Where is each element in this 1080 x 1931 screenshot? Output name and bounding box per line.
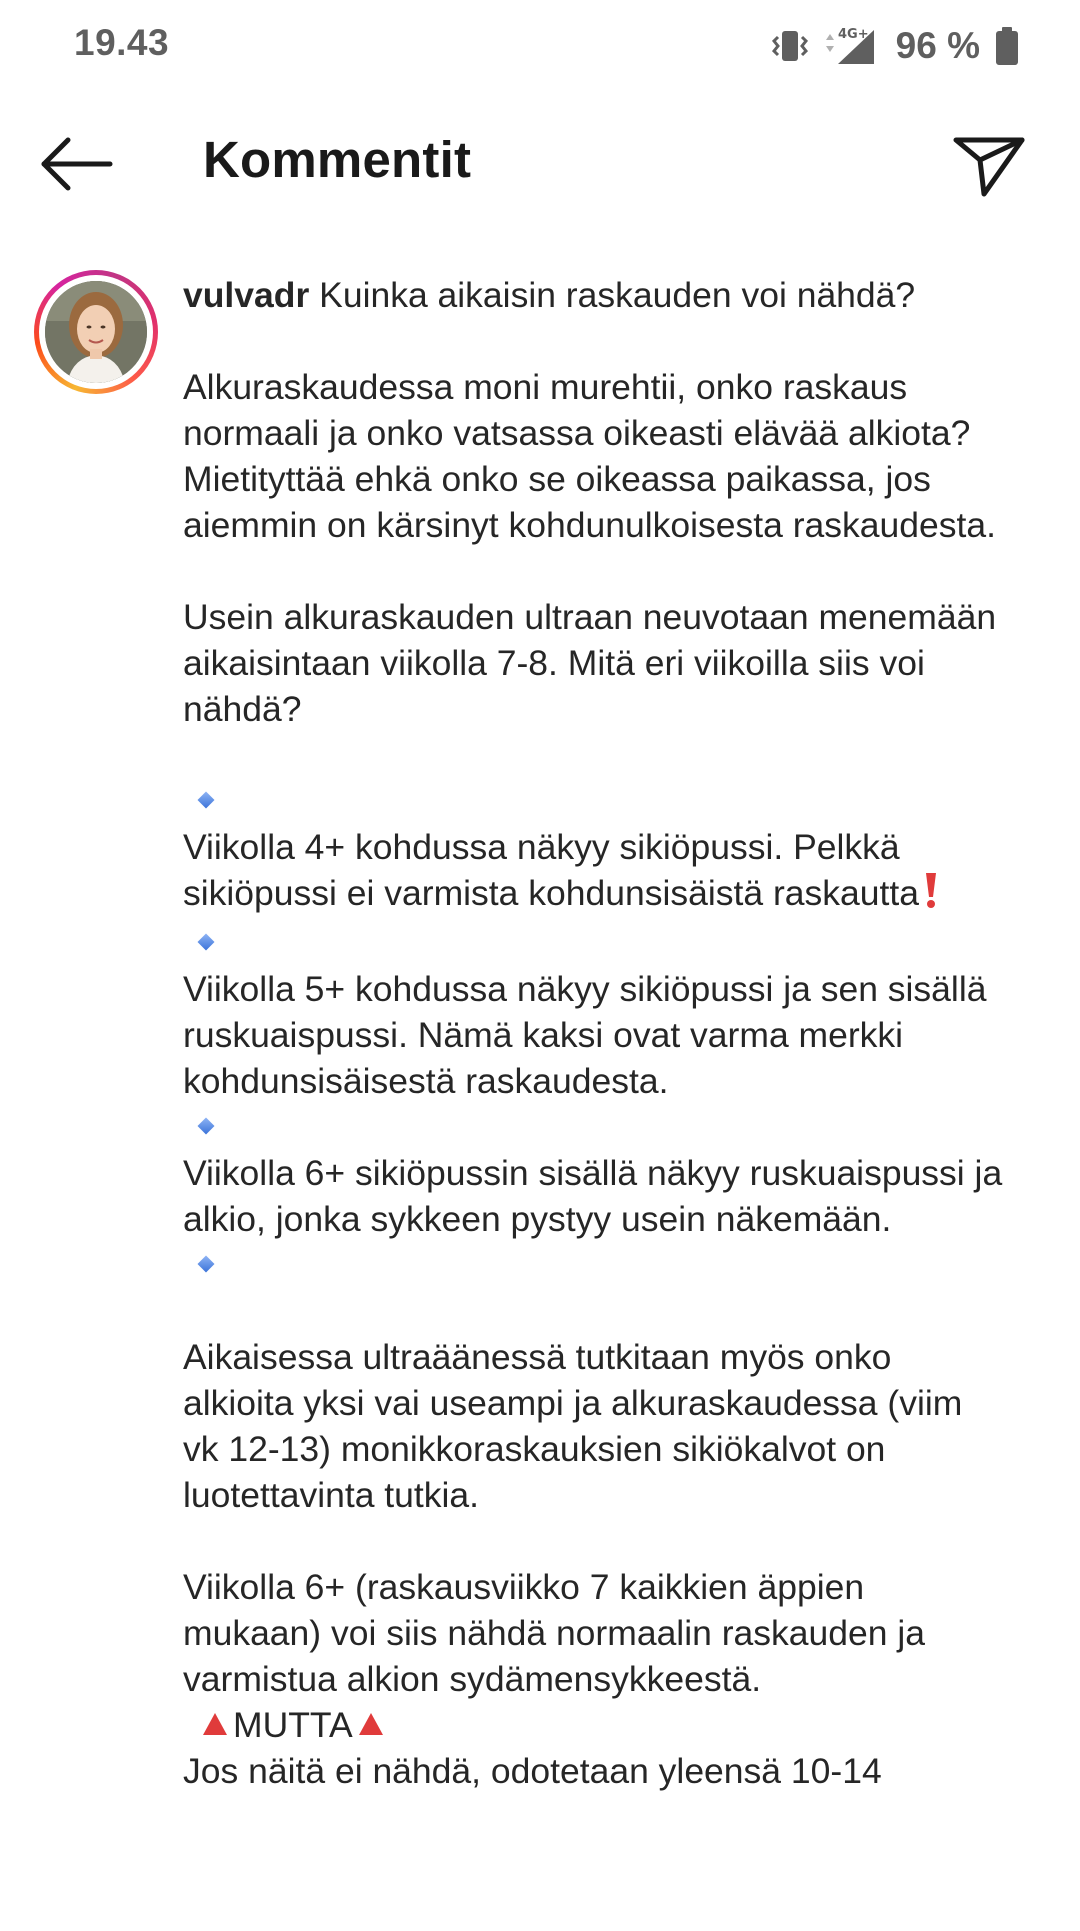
- blue-diamond-icon: [198, 1256, 215, 1273]
- paper-plane-icon: [950, 124, 1028, 202]
- share-button[interactable]: [950, 124, 1028, 202]
- avatar-story-ring[interactable]: [34, 270, 158, 394]
- page-title: Kommentit: [203, 131, 472, 188]
- comment-headline: Kuinka aikaisin raskauden voi nähdä?: [309, 275, 916, 315]
- network-type-label: 4G+: [837, 27, 869, 42]
- comment-paragraph-1: Alkuraskaudessa moni murehtii, onko raskaus normaali ja onko vatsassa oikeasti elävää alkiota? Mietityttää ehkä onko se oikeassa paikassa, jos aiemmin on kärsinyt kohdunulkoisesta raskaudesta.: [183, 367, 996, 545]
- comment-last-line: Jos näitä ei nähdä, odotetaan yleensä 10-14: [183, 1751, 882, 1791]
- username-link[interactable]: vulvadr: [183, 275, 310, 315]
- comment-body: [183, 272, 1003, 1794]
- back-button[interactable]: [38, 134, 116, 194]
- comment-paragraph-3: Aikaisessa ultraäänessä tutkitaan myös onko alkioita yksi vai useampi ja alkuraskaudessa (viim vk 12-13) monikkoraskauksien sikiökalvot on luotettavinta tutkia.: [183, 1337, 963, 1515]
- comment-week-5: Viikolla 5+ kohdussa näkyy sikiöpussi ja sen sisällä ruskuaispussi. Nämä kaksi ovat varma merkki kohdunsisäisestä raskaudesta.: [183, 969, 987, 1101]
- signal-4g-icon: [824, 26, 876, 66]
- comment-first-line: [183, 272, 1003, 318]
- red-triangle-icon: [359, 1713, 383, 1735]
- comment-week-6: Viikolla 6+ sikiöpussin sisällä näkyy ruskuaispussi ja alkio, jonka sykkeen pystyy usein näkemään.: [183, 1153, 1003, 1239]
- comment-week-4: Viikolla 4+ kohdussa näkyy sikiöpussi. Pelkkä sikiöpussi ei varmista kohdunsisäistä raskautta: [183, 824, 1003, 920]
- arrow-left-icon: [38, 134, 116, 194]
- red-exclamation-icon: [923, 871, 939, 920]
- comment-mutta-line: MUTTA: [183, 1702, 1003, 1748]
- blue-diamond-icon: [198, 1118, 215, 1135]
- header: [0, 108, 1080, 218]
- avatar: [45, 281, 147, 383]
- battery-percent: 96 %: [895, 25, 980, 66]
- battery-icon: [994, 26, 1020, 66]
- vibrate-icon: [770, 29, 810, 63]
- status-icons: [770, 22, 1020, 70]
- red-triangle-icon: [203, 1713, 227, 1735]
- comment-paragraph-2: Usein alkuraskauden ultraan neuvotaan menemään aikaisintaan viikolla 7-8. Mitä eri viikoilla siis voi nähdä?: [183, 597, 997, 729]
- status-bar: [0, 0, 1080, 92]
- blue-diamond-icon: [198, 934, 215, 951]
- comment-paragraph-4: Viikolla 6+ (raskausviikko 7 kaikkien äppien mukaan) voi siis nähdä normaalin raskauden ja varmistua alkion sydämensykkeestä.: [183, 1567, 925, 1699]
- status-time: 19.43: [74, 22, 170, 63]
- blue-diamond-icon: [198, 792, 215, 809]
